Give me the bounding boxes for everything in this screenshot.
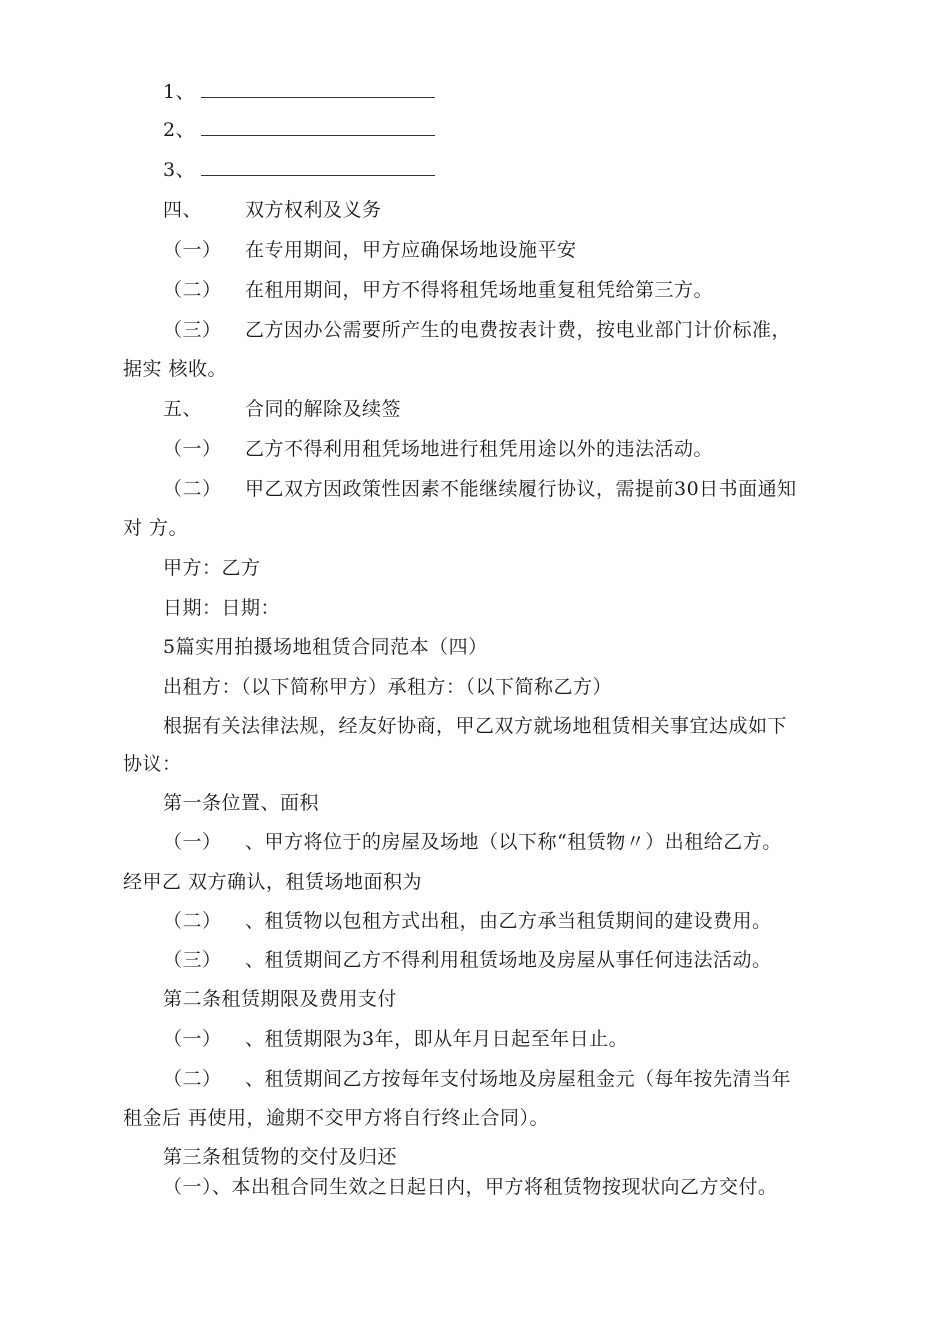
document-heading: 5篇实用拍摄场地租赁合同范本（四） <box>163 636 488 658</box>
clause: （一）、本出租合同生效之日起日内，甲方将租赁物按现状向乙方交付。 <box>163 1176 778 1198</box>
fill-in-blank <box>201 161 435 176</box>
contract-parties: 出租方：（以下简称甲方）承租方：（以下简称乙方） <box>163 676 613 698</box>
clause: （二） 甲乙双方因政策性因素不能继续履行协议，需提前30日书面通知 <box>163 478 797 500</box>
section-heading: 五、 合同的解除及续签 <box>163 398 402 420</box>
clause: （三） 、租赁期间乙方不得利用租赁场地及房屋从事任何违法活动。 <box>163 949 772 971</box>
intro-continuation: 协议： <box>123 753 182 775</box>
fill-in-blank <box>201 121 435 136</box>
clause: （一） 在专用期间，甲方应确保场地设施平安 <box>163 239 577 261</box>
clause-continuation: 据实 核收。 <box>123 358 228 380</box>
clause: （一） 乙方不得利用租凭场地进行租凭用途以外的违法活动。 <box>163 438 714 460</box>
clause: （三） 乙方因办公需要所产生的电费按表计费，按电业部门计价标准， <box>163 319 792 341</box>
blank-line-1 <box>163 80 435 104</box>
clause-continuation: 对 方。 <box>123 517 189 539</box>
item-number: 1、 <box>163 81 196 103</box>
clause-continuation: 租金后 再使用，逾期不交甲方将自行终止合同）。 <box>123 1107 550 1129</box>
article-title: 第二条租赁期限及费用支付 <box>163 988 398 1010</box>
item-number: 2、 <box>163 119 196 141</box>
section-heading: 四、 双方权利及义务 <box>163 199 382 221</box>
clause-continuation: 经甲乙 双方确认，租赁场地面积为 <box>123 871 423 893</box>
clause: （一） 、甲方将位于的房屋及场地（以下称“租赁物〃）出租给乙方。 <box>163 831 782 853</box>
blank-line-3 <box>163 158 435 182</box>
fill-in-blank <box>201 83 435 98</box>
clause: （二） 、租赁期间乙方按每年支付场地及房屋租金元（每年按先清当年 <box>163 1068 792 1090</box>
clause: （二） 在租用期间，甲方不得将租凭场地重复租凭给第三方。 <box>163 279 714 301</box>
signature-dates: 日期：日期： <box>163 597 281 619</box>
clause: （二） 、租赁物以包租方式出租，由乙方承当租赁期间的建设费用。 <box>163 910 772 932</box>
blank-line-2 <box>163 118 435 142</box>
article-title: 第三条租赁物的交付及归还 <box>163 1146 398 1168</box>
intro-paragraph: 根据有关法律法规，经友好协商，甲乙双方就场地租赁相关事宜达成如下 <box>163 715 788 737</box>
clause: （一） 、租赁期限为3年，即从年月日起至年日止。 <box>163 1028 629 1050</box>
article-title: 第一条位置、面积 <box>163 792 320 814</box>
signature-parties: 甲方：乙方 <box>163 557 261 579</box>
item-number: 3、 <box>163 159 196 181</box>
